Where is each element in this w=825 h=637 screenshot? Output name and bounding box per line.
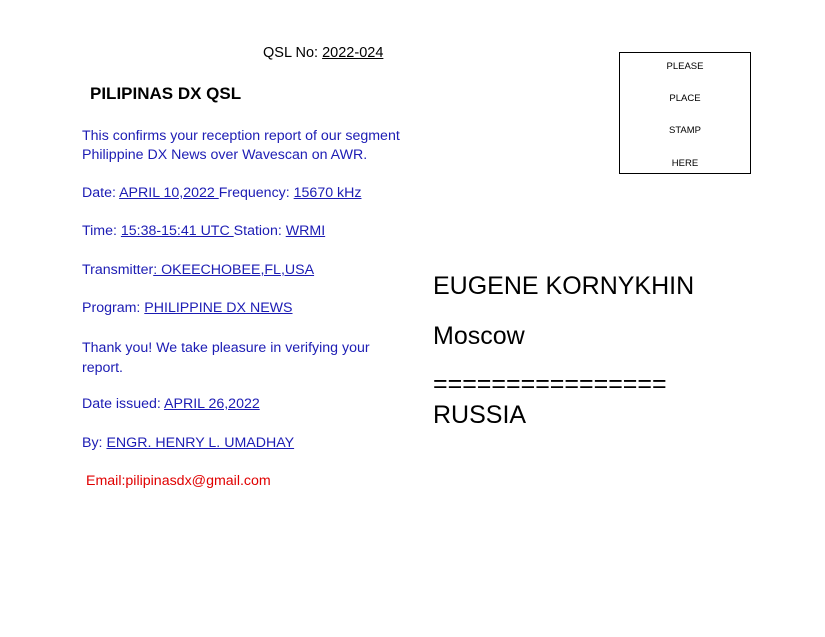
- program-row: [82, 300, 293, 316]
- qsl-number: [263, 45, 383, 61]
- signed-by-value: ENGR. HENRY L. UMADHAY: [106, 435, 295, 451]
- frequency-value: 15670 kHz: [293, 185, 362, 201]
- program-label: Program:: [82, 300, 145, 316]
- station-label: Station:: [233, 223, 286, 239]
- transmitter-label: Transmitter: [82, 262, 154, 278]
- date-issued-value: APRIL 26,2022: [164, 396, 260, 412]
- stamp-box: [619, 52, 751, 174]
- recipient-city: Moscow: [433, 322, 525, 350]
- date-frequency-row: [82, 185, 361, 201]
- frequency-label: Frequency:: [218, 185, 294, 201]
- qsl-number-value: 2022-024: [322, 45, 384, 61]
- signed-by-label: By:: [82, 435, 107, 451]
- signed-by-row: [82, 435, 294, 451]
- card-title: PILIPINAS DX QSL: [90, 84, 242, 103]
- time-label: Time:: [82, 223, 121, 239]
- stamp-line-here: HERE: [671, 158, 699, 169]
- address-separator: ================: [433, 370, 667, 398]
- transmitter-row: [82, 262, 314, 278]
- stamp-line-stamp: STAMP: [668, 125, 702, 136]
- stamp-line-place: PLACE: [669, 93, 701, 104]
- time-value: 15:38-15:41 UTC: [120, 223, 234, 239]
- date-issued-row: [82, 396, 260, 412]
- program-value: PHILIPPINE DX NEWS: [144, 300, 293, 316]
- email-text: Email:pilipinasdx@gmail.com: [86, 473, 271, 489]
- recipient-name: EUGENE KORNYKHIN: [433, 272, 695, 300]
- thanks-text: Thank you! We take pleasure in verifying your report.: [82, 340, 370, 376]
- date-issued-label: Date issued:: [82, 396, 165, 412]
- recipient-country: RUSSIA: [433, 401, 527, 429]
- date-value: APRIL 10,2022: [119, 185, 219, 201]
- transmitter-value: : OKEECHOBEE,FL,USA: [153, 262, 315, 278]
- station-value: WRMI: [285, 223, 326, 239]
- date-label: Date:: [82, 185, 120, 201]
- time-station-row: [82, 223, 325, 239]
- stamp-line-please: PLEASE: [666, 61, 704, 72]
- qsl-number-label: QSL No:: [263, 45, 323, 61]
- confirmation-text: This confirms your reception report of our segment Philippine DX News over Wavescan on AWR.: [82, 128, 400, 163]
